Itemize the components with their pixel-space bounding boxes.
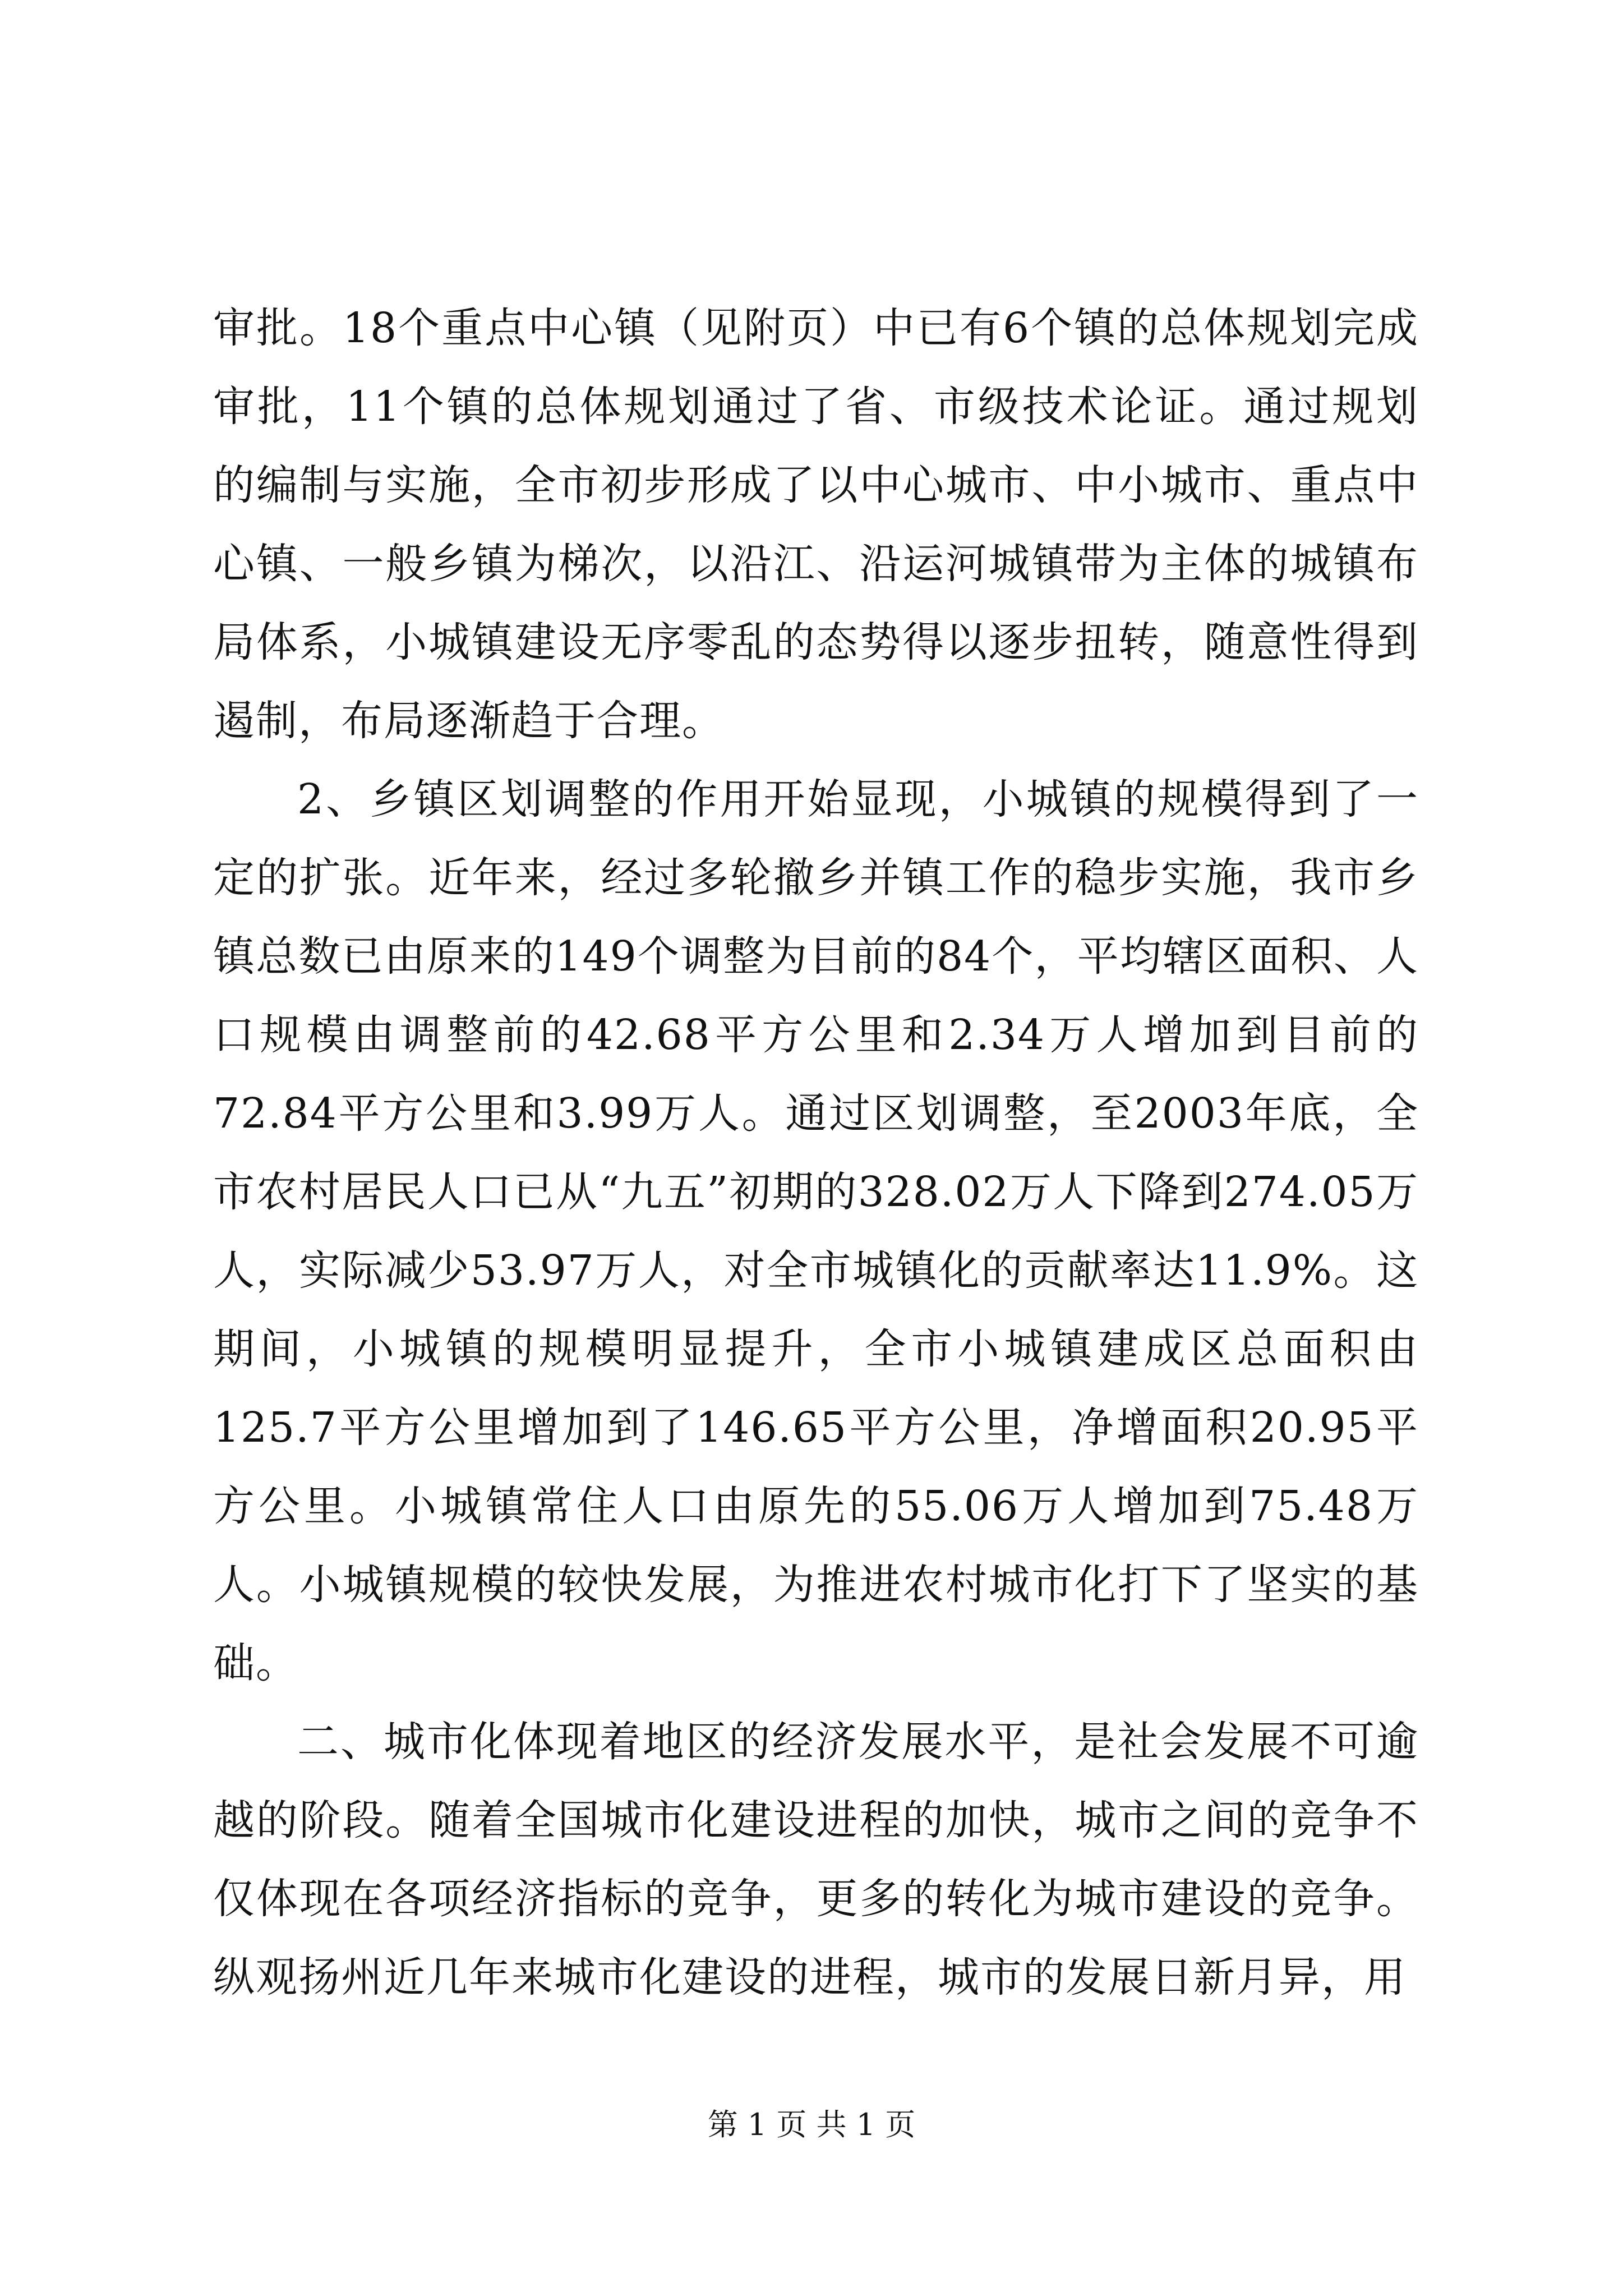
paragraph-township-adjustment: 2、乡镇区划调整的作用开始显现，小城镇的规模得到了一定的扩张。近年来，经过多轮撤乡并镇工作的稳步实施，我市乡镇总数已由原来的149个调整为目前的84个，平均辖区面积、人口规模由调整前的42.68平方公里和2.34万人增加到目前的72.84平方公里和3.99万人。通过区划调整，至2003年底，全市农村居民人口已从“九五”初期的328.02万人下降到274.05万人，实际减少53.97万人，对全市城镇化的贡献率达11.9%。这期间，小城镇的规模明显提升，全市小城镇建成区总面积由125.7平方公里增加到了146.65平方公里，净增面积20.95平方公里。小城镇常住人口由原先的55.06万人增加到75.48万人。小城镇规模的较快发展，为推进农村城市化打下了坚实的基础。: [213, 775, 1419, 1687]
document-body: [213, 289, 1419, 2017]
page-footer: 第 1 页 共 1 页: [707, 2107, 916, 2142]
paragraph-continued: 审批。18个重点中心镇（见附页）中已有6个镇的总体规划完成审批，11个镇的总体规划通过了省、市级技术论证。通过规划的编制与实施，全市初步形成了以中心城市、中小城市、重点中心镇、一般乡镇为梯次，以沿江、沿运河城镇带为主体的城镇布局体系，小城镇建设无序零乱的态势得以逐步扭转，随意性得到遏制，布局逐渐趋于合理。: [213, 304, 1419, 745]
paragraph-urbanization: 二、城市化体现着地区的经济发展水平，是社会发展不可逾越的阶段。随着全国城市化建设进程的加快，城市之间的竞争不仅体现在各项经济指标的竞争，更多的转化为城市建设的竞争。纵观扬州近几年来城市化建设的进程，城市的发展日新月异，用: [213, 1718, 1419, 2001]
